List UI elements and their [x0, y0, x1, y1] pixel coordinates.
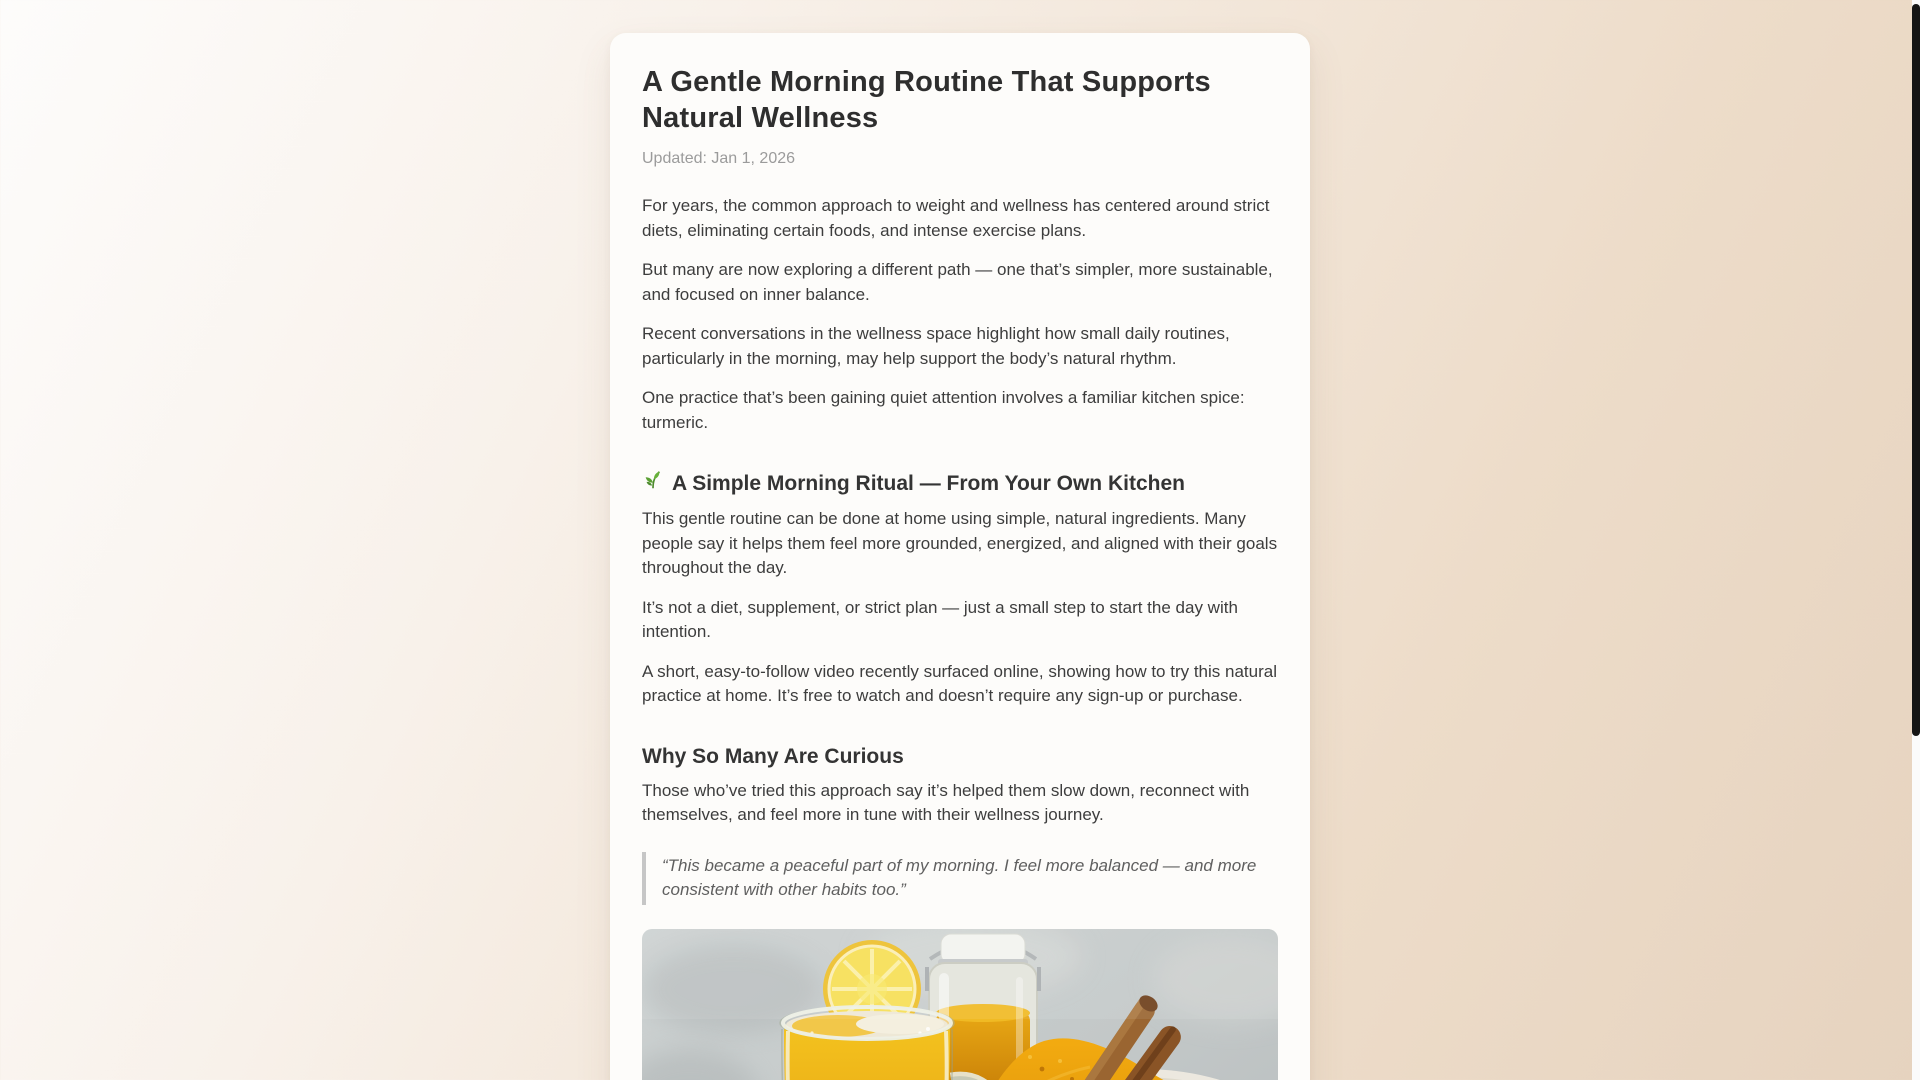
intro-paragraph: For years, the common approach to weight and wellness has centered around strict diets, eliminating certain foods, and intense exercise plans. [642, 196, 1270, 240]
ritual-paragraph: A short, easy-to-follow video recently surfaced online, showing how to try this natural practice at home. It’s free to watch and doesn’t require any sign-up or purchase. [642, 661, 1277, 705]
herb-icon [642, 469, 664, 498]
section-heading-text: Why So Many Are Curious [642, 744, 904, 768]
scrollbar-thumb[interactable] [1912, 4, 1920, 736]
page-title: A Gentle Morning Routine That Supports Natural Wellness [642, 66, 1211, 134]
scrollbar-track[interactable] [1912, 0, 1920, 1080]
article-image [642, 929, 1278, 1080]
section-heading-curious [642, 743, 1278, 770]
section-heading-text: A Simple Morning Ritual — From Your Own Kitchen [672, 472, 1185, 495]
ritual-paragraph: It’s not a diet, supplement, or strict plan — just a small step to start the day with intention. [642, 597, 1238, 641]
intro-paragraph: One practice that’s been gaining quiet attention involves a familiar kitchen spice: turmeric. [642, 388, 1245, 432]
page-background [0, 33, 1920, 1080]
ritual-paragraph: This gentle routine can be done at home using simple, natural ingredients. Many people say it helps them feel more grounded, energized, and aligned with their goals throughout the day. [642, 509, 1278, 577]
updated-date: Updated: Jan 1, 2026 [642, 150, 796, 167]
intro-paragraph: But many are now exploring a different path — one that’s simpler, more sustainable, and focused on inner balance. [642, 260, 1273, 304]
testimonial-quote: “This became a peaceful part of my morning. I feel more balanced — and more consistent with other habits too.” [642, 852, 1278, 905]
article-card [610, 33, 1310, 1080]
curious-paragraph: Those who’ve tried this approach say it’s helped them slow down, reconnect with themselves, and feel more in tune with their wellness journey. [642, 780, 1250, 824]
section-heading-ritual [642, 469, 1278, 498]
intro-paragraph: Recent conversations in the wellness space highlight how small daily routines, particularly in the morning, may help support the body’s natural rhythm. [642, 324, 1230, 368]
turmeric-drink-photo [642, 929, 1278, 1080]
